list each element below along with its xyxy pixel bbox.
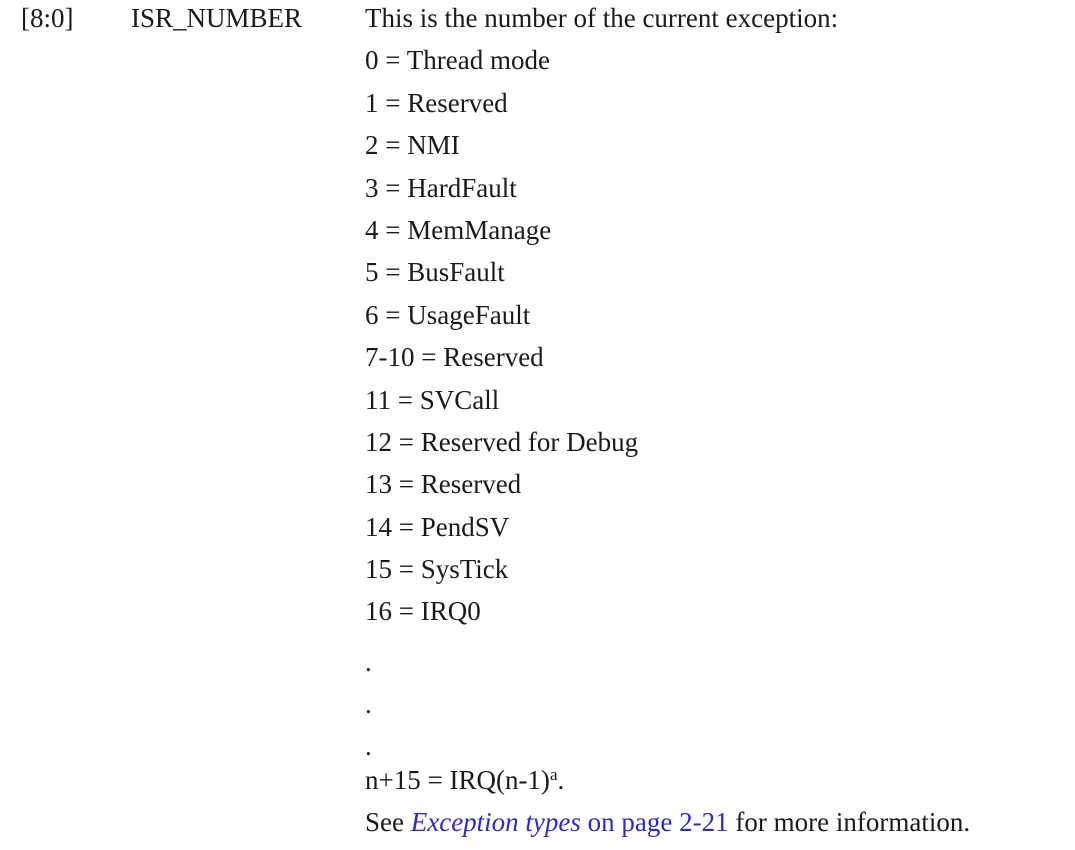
exception-value-12: 15 = SysTick — [365, 554, 509, 585]
field-name-cell: ISR_NUMBER — [131, 3, 303, 33]
exception-value-5: 5 = BusFault — [365, 257, 505, 288]
exception-value-7: 7-10 = Reserved — [365, 342, 544, 373]
page-reference-link[interactable]: on page 2-21 — [580, 807, 729, 838]
see-also-note: See Exception types on page 2-21 for more information. — [365, 807, 971, 838]
exception-value-11: 14 = PendSV — [365, 511, 510, 542]
exception-types-link[interactable]: Exception types — [410, 807, 581, 838]
exception-value-10: 13 = Reserved — [365, 469, 522, 500]
exception-value-4: 4 = MemManage — [365, 214, 552, 245]
exception-value-13: 16 = IRQ0 — [365, 596, 481, 627]
exception-value-3: 3 = HardFault — [365, 172, 517, 203]
description-cell — [365, 3, 1065, 850]
exception-value-2: 2 = NMI — [365, 130, 460, 161]
exception-value-6: 6 = UsageFault — [365, 299, 531, 330]
ellipsis-dot-1: . — [365, 646, 372, 677]
description-intro: This is the number of the current exception: — [365, 3, 839, 33]
footnote-marker[interactable]: a — [549, 764, 558, 784]
ellipsis-dot-3: . — [365, 730, 372, 761]
exception-value-9: 12 = Reserved for Debug — [365, 426, 639, 457]
last-exception-value: $n+15 = IRQ(n-1)^a$. — [365, 764, 565, 795]
ellipsis-dot-2: . — [365, 688, 372, 719]
exception-value-1: 1 = Reserved — [365, 87, 508, 118]
exception-value-0: 0 = Thread mode — [365, 45, 550, 76]
exception-value-8: 11 = SVCall — [365, 384, 500, 415]
bits-cell: [8:0] — [21, 3, 74, 33]
